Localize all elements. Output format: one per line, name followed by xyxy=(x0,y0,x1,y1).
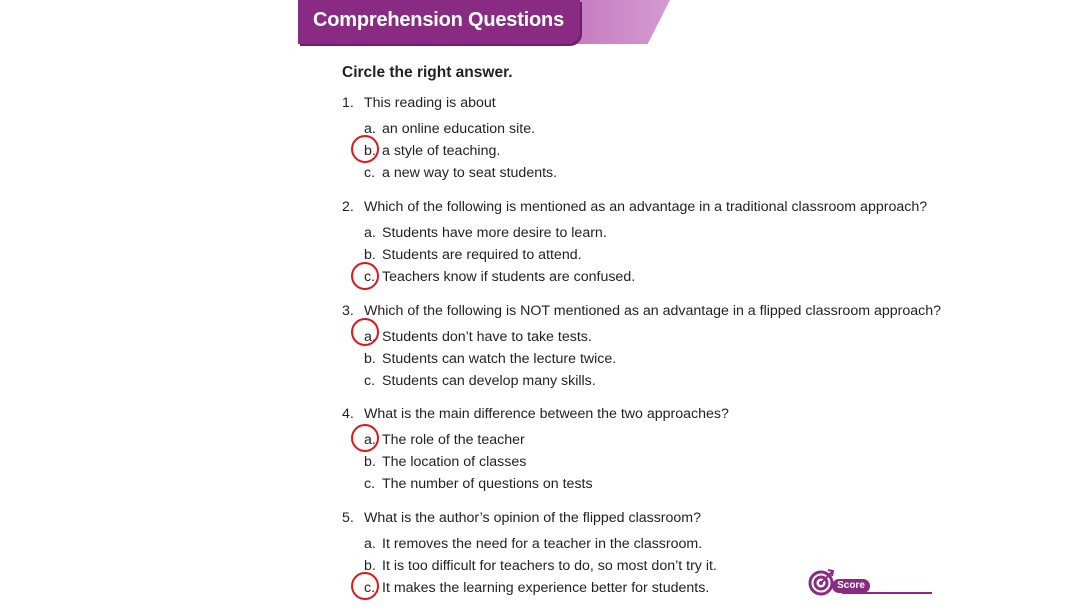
option-letter: a. xyxy=(364,225,376,241)
option-text: a new way to seat students. xyxy=(382,165,558,181)
option-letter: b. xyxy=(364,558,376,574)
question-number: 2. xyxy=(342,199,354,215)
question-text: This reading is about xyxy=(364,95,496,111)
option-text: Students don’t have to take tests. xyxy=(382,329,592,345)
option-letter: a. xyxy=(364,121,376,137)
option-text: a style of teaching. xyxy=(382,143,501,159)
question-number: 4. xyxy=(342,406,354,422)
option-letter: c. xyxy=(364,373,376,389)
question-text: What is the main difference between the two approaches? xyxy=(364,406,729,422)
option-text: It makes the learning experience better for students. xyxy=(382,580,710,596)
option-text: Students can watch the lecture twice. xyxy=(382,351,617,367)
option-letter: c. xyxy=(364,476,376,492)
option-letter: c. xyxy=(364,165,376,181)
option-text: The location of classes xyxy=(382,454,527,470)
answer-circle-1 xyxy=(351,135,379,163)
option-text: Students have more desire to learn. xyxy=(382,225,607,241)
answer-circle-2 xyxy=(351,262,379,290)
option-text: The number of questions on tests xyxy=(382,476,593,492)
instruction: Circle the right answer. xyxy=(342,64,513,81)
answer-circle-3 xyxy=(351,318,379,346)
option-text: Students are required to attend. xyxy=(382,247,582,263)
option-text: Teachers know if students are confused. xyxy=(382,269,636,285)
option-letter: a. xyxy=(364,329,376,345)
question-text: What is the author’s opinion of the flipped classroom? xyxy=(364,510,702,526)
option-letter: b. xyxy=(364,454,376,470)
option-letter: b. xyxy=(364,351,376,367)
page-title: Comprehension Questions xyxy=(313,9,564,31)
option-letter: b. xyxy=(364,247,376,263)
score-label: Score xyxy=(832,579,870,593)
option-text: The role of the teacher xyxy=(382,432,525,448)
option-text: It is too difficult for teachers to do, so most don’t try it. xyxy=(382,558,717,574)
option-text: an online education site. xyxy=(382,121,536,137)
answer-circle-5 xyxy=(351,572,379,600)
option-letter: a. xyxy=(364,432,376,448)
option-letter: c. xyxy=(364,580,376,596)
question-number: 1. xyxy=(342,95,354,111)
question-number: 5. xyxy=(342,510,354,526)
option-text: It removes the need for a teacher in the classroom. xyxy=(382,536,703,552)
question-number: 3. xyxy=(342,303,354,319)
option-letter: a. xyxy=(364,536,376,552)
option-letter: c. xyxy=(364,269,376,285)
score-underline xyxy=(842,592,932,594)
question-text: Which of the following is NOT mentioned as an advantage in a flipped classroom approach? xyxy=(364,303,942,319)
answer-circle-4 xyxy=(351,424,379,452)
option-text: Students can develop many skills. xyxy=(382,373,596,389)
question-text: Which of the following is mentioned as an advantage in a traditional classroom approach? xyxy=(364,199,928,215)
score-box xyxy=(808,566,932,596)
option-letter: b. xyxy=(364,143,376,159)
